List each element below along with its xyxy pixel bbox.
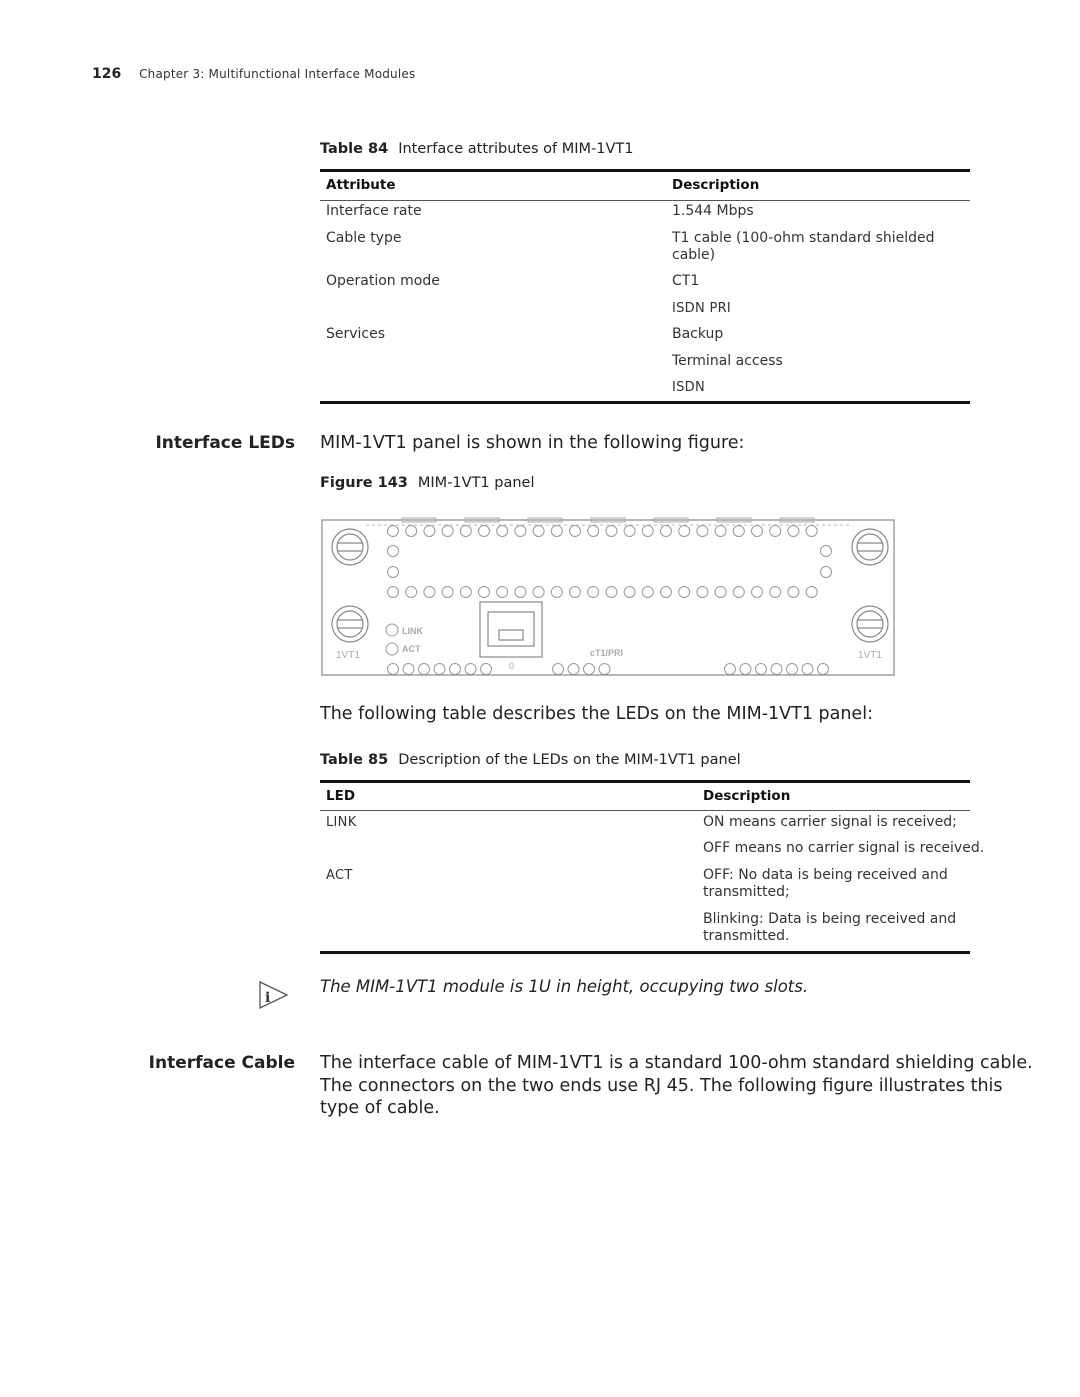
table-85-caption (320, 752, 741, 768)
page-header (92, 66, 415, 82)
act-led-label: ACT (402, 644, 421, 654)
panel-pin (515, 526, 526, 537)
table-84-top-rule (320, 169, 970, 172)
table-cell: Backup (672, 326, 724, 342)
panel-pin (787, 664, 798, 675)
screw-top-right (852, 529, 888, 565)
panel-pin (806, 526, 817, 537)
table-row: Interface rate (326, 203, 422, 219)
table-85-header-rule (320, 810, 970, 811)
port-type-label: cT1/PRI (590, 648, 624, 658)
panel-pin (424, 587, 435, 598)
table-84-header-rule (320, 200, 970, 201)
table-cell: Terminal access (672, 353, 783, 369)
figure-143-label: Figure 143 (320, 475, 408, 491)
table-row: Operation mode (326, 273, 440, 289)
panel-pin (788, 587, 799, 598)
panel-pin (403, 664, 414, 675)
interface-leds-intro: MIM-1VT1 panel is shown in the following figure: (320, 433, 745, 453)
panel-pin (733, 587, 744, 598)
screw-bottom-right (852, 606, 888, 642)
interface-cable-paragraph: The interface cable of MIM-1VT1 is a standard 100-ohm standard shielding cable. The connectors on the two ends use RJ 45. The following figure illustrates this type of cable. (320, 1053, 1033, 1118)
table-85-title: Description of the LEDs on the MIM-1VT1 panel (398, 752, 741, 768)
table-cell: ISDN (672, 380, 706, 395)
table-85-bottom-rule (320, 951, 970, 954)
panel-pin (388, 587, 399, 598)
leds-table-intro: The following table describes the LEDs on the MIM-1VT1 panel: (320, 704, 873, 724)
panel-pin (406, 587, 417, 598)
table-row: Cable type (326, 230, 402, 246)
table-84-caption (320, 141, 634, 157)
act-led (386, 643, 398, 655)
table-85-header-led: LED (326, 788, 356, 804)
link-led-label: LINK (402, 626, 423, 636)
panel-pin (818, 664, 829, 675)
panel-pin (715, 587, 726, 598)
port-number-label: 0 (509, 661, 515, 671)
panel-pin (661, 526, 672, 537)
panel-pin (442, 526, 453, 537)
panel-pin (588, 587, 599, 598)
panel-pin (434, 664, 445, 675)
table-row: LINK (326, 815, 357, 830)
panel-pin (715, 526, 726, 537)
table-row: Services (326, 326, 386, 342)
table-85-top-rule (320, 780, 970, 783)
panel-pin (624, 587, 635, 598)
table-row: ACT (326, 868, 353, 883)
panel-pin (424, 526, 435, 537)
table-cell: Blinking: Data is being received and transmitted. (703, 911, 957, 944)
panel-pin (752, 526, 763, 537)
panel-pin (479, 587, 490, 598)
table-85-label: Table 85 (320, 752, 389, 768)
panel-pin (570, 587, 581, 598)
panel-pin (697, 587, 708, 598)
panel-pin (442, 587, 453, 598)
table-cell: 1.544 Mbps (672, 203, 754, 219)
panel-pin (419, 664, 430, 675)
screw-bottom-left (332, 606, 368, 642)
panel-pin (465, 664, 476, 675)
panel-pin (733, 526, 744, 537)
panel-pin (450, 664, 461, 675)
panel-pin (460, 587, 471, 598)
panel-pin (388, 526, 399, 537)
table-cell: T1 cable (100-ohm standard shielded cable) (672, 230, 935, 263)
panel-pin (533, 587, 544, 598)
panel-pin (624, 526, 635, 537)
table-cell: OFF: No data is being received and transmitted; (703, 867, 948, 900)
panel-pin (770, 526, 781, 537)
panel-pin (756, 664, 767, 675)
panel-pin (388, 664, 399, 675)
panel-label-left: 1VT1 (336, 650, 360, 661)
rj45-port (480, 602, 542, 657)
table-84-header-description: Description (672, 177, 760, 193)
panel-pin (740, 664, 751, 675)
panel-pin (642, 587, 653, 598)
table-cell: OFF means no carrier signal is received. (703, 840, 985, 856)
table-84-title: Interface attributes of MIM-1VT1 (398, 141, 634, 157)
svg-text:i: i (265, 990, 271, 1006)
panel-pin (679, 526, 690, 537)
table-85-header-description: Description (703, 788, 791, 804)
info-icon (257, 980, 289, 1012)
panel-pin (584, 664, 595, 675)
figure-143-title: MIM-1VT1 panel (417, 475, 535, 491)
link-led (386, 624, 398, 636)
panel-pin (806, 587, 817, 598)
panel-pin (821, 567, 832, 578)
section-heading-interface-leds: Interface LEDs (155, 433, 295, 453)
panel-pin (388, 546, 399, 557)
table-cell: CT1 (672, 273, 700, 289)
panel-pin (770, 587, 781, 598)
panel-pin (479, 526, 490, 537)
panel-pin (821, 546, 832, 557)
table-84-bottom-rule (320, 401, 970, 404)
panel-pin (771, 664, 782, 675)
panel-pin (388, 567, 399, 578)
chapter-title: Chapter 3: Multifunctional Interface Modules (139, 67, 416, 81)
table-cell: ON means carrier signal is received; (703, 814, 957, 830)
panel-pin (497, 526, 508, 537)
panel-pin (460, 526, 471, 537)
section-heading-interface-cable: Interface Cable (148, 1053, 295, 1073)
panel-pin (752, 587, 763, 598)
panel-pin (497, 587, 508, 598)
panel-pin (661, 587, 672, 598)
screw-top-left (332, 529, 368, 565)
panel-pin (788, 526, 799, 537)
panel-pin (697, 526, 708, 537)
panel-pin (568, 664, 579, 675)
table-84-header-attribute: Attribute (326, 177, 396, 193)
panel-pin (553, 664, 564, 675)
panel-pin (606, 587, 617, 598)
panel-pin (642, 526, 653, 537)
panel-pin (551, 526, 562, 537)
page-number: 126 (92, 66, 122, 82)
table-cell: ISDN PRI (672, 301, 732, 316)
panel-pin (515, 587, 526, 598)
panel-pin (406, 526, 417, 537)
panel-pin (481, 664, 492, 675)
table-84-label: Table 84 (320, 141, 389, 157)
figure-143-caption (320, 475, 535, 491)
mim-1vt1-panel-figure (318, 512, 898, 680)
panel-label-right: 1VT1 (858, 650, 882, 661)
panel-pin (606, 526, 617, 537)
panel-pin (802, 664, 813, 675)
panel-pin (533, 526, 544, 537)
panel-pin (570, 526, 581, 537)
panel-pin (588, 526, 599, 537)
panel-pin (551, 587, 562, 598)
note-text: The MIM-1VT1 module is 1U in height, occupying two slots. (320, 977, 809, 996)
panel-pin (679, 587, 690, 598)
panel-pin (599, 664, 610, 675)
panel-pin (725, 664, 736, 675)
